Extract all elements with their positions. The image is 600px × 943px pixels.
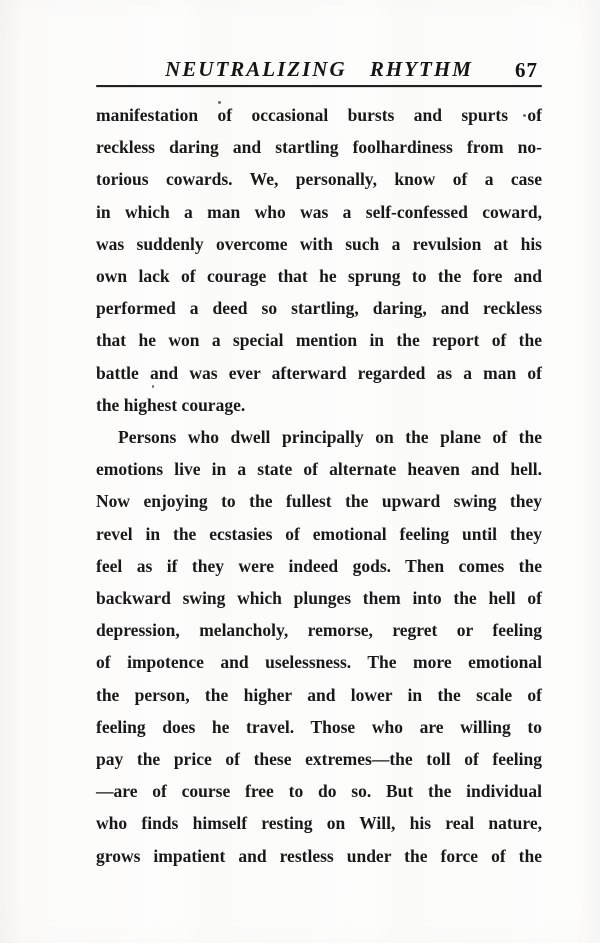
page-header (96, 56, 542, 82)
text-line: backward swing which plunges them into the hell of (96, 588, 542, 609)
running-title: NEUTRALIZING RHYTHM (165, 57, 473, 81)
text-line: manifestation of occasional bursts and spurts of (96, 105, 542, 125)
text-line: revel in the ecstasies of emotional feeling until they (96, 523, 542, 544)
text-line: the person, the higher and lower in the scale of (96, 684, 542, 705)
text-line: battle and was ever afterward regarded as a man of (96, 362, 542, 383)
text-line: performed a deed so startling, daring, and reckless (96, 298, 542, 319)
text-line: torious cowards. We, personally, know of a case (96, 169, 542, 190)
page-body (96, 99, 542, 872)
text-line: the highest courage. (96, 394, 246, 415)
paragraph-2 (96, 421, 542, 872)
text-line: feel as if they were indeed gods. Then comes the (96, 555, 542, 576)
text-line: that he won a special mention in the report of the (96, 330, 542, 351)
text-line: Now enjoying to the fullest the upward swing they (96, 491, 542, 512)
text-line: own lack of courage that he sprung to the fore and (96, 266, 542, 287)
text-line: in which a man who was a self-confessed coward, (96, 201, 542, 222)
text-block (96, 56, 542, 872)
text-line: grows impatient and restless under the force of the (96, 845, 542, 866)
text-line: was suddenly overcome with such a revulsion at his (96, 233, 542, 254)
text-line: depression, melancholy, remorse, regret or feeling (96, 620, 542, 641)
text-line: who finds himself resting on Will, his real nature, (96, 813, 542, 834)
text-line: reckless daring and startling foolhardiness from no- (96, 137, 542, 158)
text-line: Persons who dwell principally on the plane of the (118, 427, 542, 448)
text-line: emotions live in a state of alternate heaven and hell. (96, 459, 542, 480)
text-line: —are of course free to do so. But the individual (96, 781, 542, 802)
text-line: of impotence and uselessness. The more emotional (96, 652, 542, 673)
text-line: pay the price of these extremes—the toll of feeling (96, 749, 542, 770)
text-line: feeling does he travel. Those who are willing to (96, 716, 542, 737)
paragraph-1 (96, 99, 542, 421)
header-rule (96, 85, 542, 87)
page-number: 67 (515, 58, 538, 82)
